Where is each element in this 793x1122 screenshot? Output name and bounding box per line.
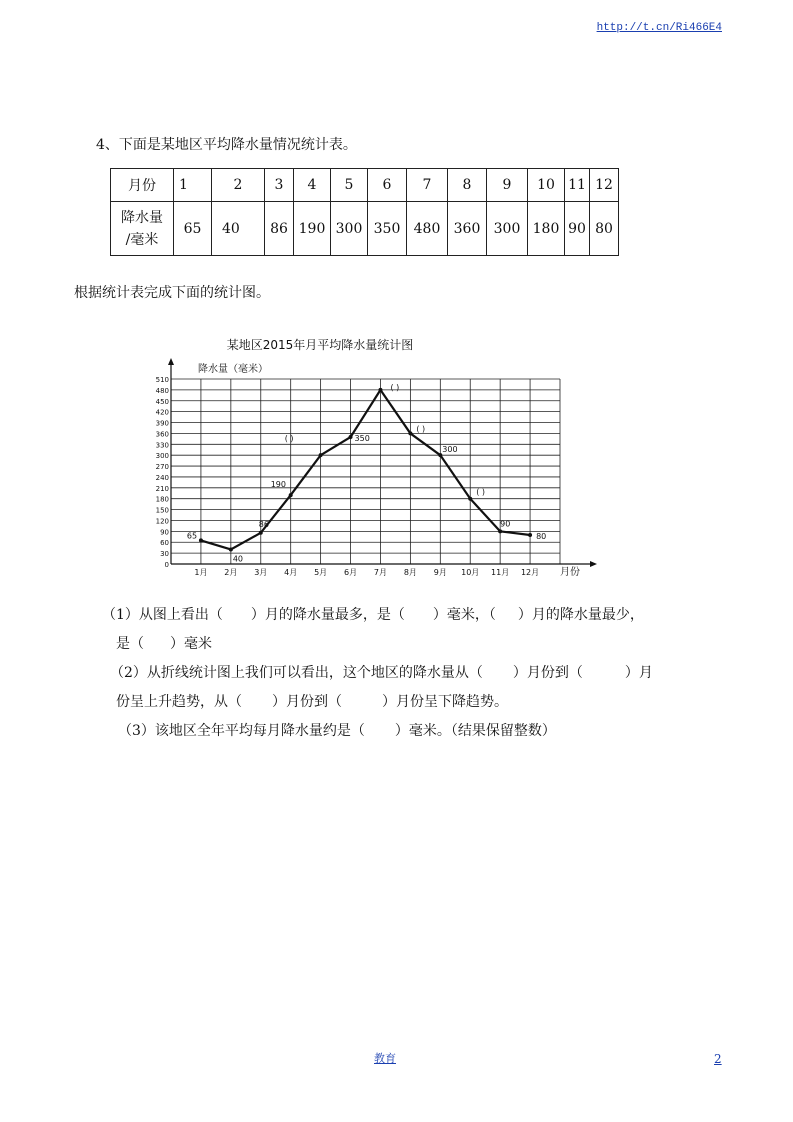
data-point	[199, 538, 203, 542]
table-cell-month: 7	[407, 169, 448, 202]
table-cell-month: 11	[565, 169, 590, 202]
data-label: 350	[354, 434, 370, 444]
q2-text: ）月份呈下降趋势。	[382, 694, 508, 710]
data-point	[229, 547, 233, 551]
q2-text: ）月	[624, 665, 653, 681]
x-tick-label: 3月	[254, 568, 268, 577]
x-tick-label: 8月	[403, 568, 417, 577]
table-cell-value: 86	[265, 202, 294, 256]
table-cell-month: 6	[368, 169, 407, 202]
x-tick-label: 10月	[461, 568, 480, 577]
row-header-line1: 降水量	[121, 209, 163, 226]
x-tick-label: 7月	[373, 568, 388, 577]
table-cell-value: 190	[294, 202, 331, 256]
y-tick-label: 510	[155, 376, 169, 384]
data-label: 190	[270, 480, 286, 490]
y-tick-label: 420	[155, 408, 169, 417]
table-header-cell	[111, 202, 174, 256]
series-line	[201, 390, 530, 550]
table-cell-value: 300	[487, 202, 528, 256]
data-point	[528, 533, 532, 537]
q2-text: （2）从折线统计图上我们可以看出，这个地区的降水量从（	[110, 665, 483, 681]
sub-question-1	[102, 604, 644, 624]
question-title: 4、下面是某地区平均降水量情况统计表。	[96, 137, 357, 153]
table-cell-value: 90	[565, 202, 590, 256]
q3-text: ）毫米。（结果保留整数）	[394, 723, 556, 739]
table-cell-month: 10	[528, 169, 565, 202]
q1-text: ）毫米	[170, 636, 212, 652]
table-cell-month: 5	[331, 169, 368, 202]
instruction-text: 根据统计表完成下面的统计图。	[74, 285, 270, 301]
y-tick-label: 330	[155, 441, 169, 450]
table-cell-value: 80	[590, 202, 619, 256]
x-tick-label: 11月	[491, 568, 510, 577]
data-point	[378, 388, 382, 392]
data-point	[349, 435, 353, 439]
table-cell-value: 40	[212, 202, 265, 256]
data-label: ( )	[390, 382, 400, 392]
sub-question-2-cont	[116, 691, 508, 711]
y-tick-label: 30	[160, 550, 169, 559]
y-tick-label: 480	[155, 386, 169, 395]
x-axis-arrow	[590, 561, 597, 567]
data-point	[498, 529, 502, 533]
data-label: 80	[536, 531, 547, 541]
y-tick-label: 0	[164, 561, 169, 569]
table-cell-month: 8	[448, 169, 487, 202]
q3-text: （3）该地区全年平均每月降水量约是（	[118, 723, 365, 739]
q1-text: （1）从图上看出（	[102, 607, 223, 623]
y-tick-label: 90	[160, 528, 169, 537]
y-tick-label: 210	[155, 484, 169, 493]
x-tick-label: 1月	[194, 568, 208, 577]
data-label: ( )	[284, 434, 294, 444]
x-tick-label: 6月	[343, 568, 358, 577]
data-point	[289, 493, 293, 497]
table-cell-month: 3	[265, 169, 294, 202]
q2-text: 份呈上升趋势，从（	[116, 694, 242, 710]
y-tick-label: 270	[155, 463, 169, 472]
y-tick-label: 180	[155, 495, 169, 504]
data-point	[408, 431, 412, 435]
data-label: 86	[258, 519, 269, 529]
q1-text: 是（	[116, 636, 144, 652]
header-link[interactable]: http://t.cn/Ri466E4	[596, 22, 722, 34]
y-tick-label: 300	[155, 452, 169, 461]
data-label: 65	[186, 531, 198, 541]
table-cell-value: 350	[368, 202, 407, 256]
x-tick-label: 9月	[433, 568, 447, 577]
data-point	[319, 453, 323, 457]
data-point	[468, 497, 472, 501]
y-tick-label: 120	[155, 517, 169, 526]
y-tick-label: 360	[155, 430, 169, 439]
q2-text: ）月份到（	[272, 694, 342, 710]
table-cell-value: 360	[448, 202, 487, 256]
chart-title: 某地区2015年月平均降水量统计图	[226, 338, 414, 352]
x-tick-label: 5月	[314, 568, 328, 577]
chart-svg	[140, 330, 610, 580]
page-number: 2	[714, 1052, 722, 1066]
q1-text: ）月的降水量最少，	[517, 607, 644, 623]
table-cell-month: 12	[590, 169, 619, 202]
y-axis-arrow	[168, 358, 174, 365]
table-cell-month: 1	[174, 169, 212, 202]
table-cell-value: 300	[331, 202, 368, 256]
data-label: ( )	[416, 424, 426, 434]
table-cell-month: 4	[294, 169, 331, 202]
rainfall-table	[110, 168, 619, 256]
q2-text: ）月份到（	[512, 665, 583, 681]
table-cell-month: 2	[212, 169, 265, 202]
y-tick-label: 60	[160, 539, 169, 548]
x-tick-label: 2月	[224, 568, 238, 577]
data-label: ( )	[476, 487, 486, 497]
q1-text: ）月的降水量最多，是（	[250, 607, 405, 623]
table-cell-value: 65	[174, 202, 212, 256]
table-row	[111, 202, 619, 256]
table-row	[111, 169, 619, 202]
footer-center-link[interactable]: 教育	[374, 1052, 396, 1065]
q1-text: ）毫米，（	[432, 607, 496, 623]
sub-question-2	[110, 662, 653, 682]
table-cell-value: 180	[528, 202, 565, 256]
y-tick-label: 240	[155, 473, 169, 482]
sub-question-1-cont	[116, 633, 212, 653]
x-tick-label: 4月	[284, 568, 298, 577]
data-label: 90	[500, 519, 511, 529]
data-label: 40	[232, 554, 244, 564]
x-tick-label: 12月	[520, 568, 540, 577]
y-tick-label: 390	[155, 419, 169, 428]
data-point	[259, 531, 263, 535]
table-cell-value: 480	[407, 202, 448, 256]
sub-question-3	[118, 720, 556, 740]
x-axis-label: 月份	[560, 567, 580, 578]
table-cell-month: 9	[487, 169, 528, 202]
line-chart	[140, 330, 610, 580]
row-header-line2: /毫米	[125, 231, 159, 248]
data-label: 300	[442, 445, 458, 455]
y-tick-label: 450	[155, 397, 169, 406]
table-header-cell: 月份	[111, 169, 174, 202]
y-tick-label: 150	[155, 506, 169, 515]
y-axis-label: 降水量（毫米）	[198, 364, 268, 375]
